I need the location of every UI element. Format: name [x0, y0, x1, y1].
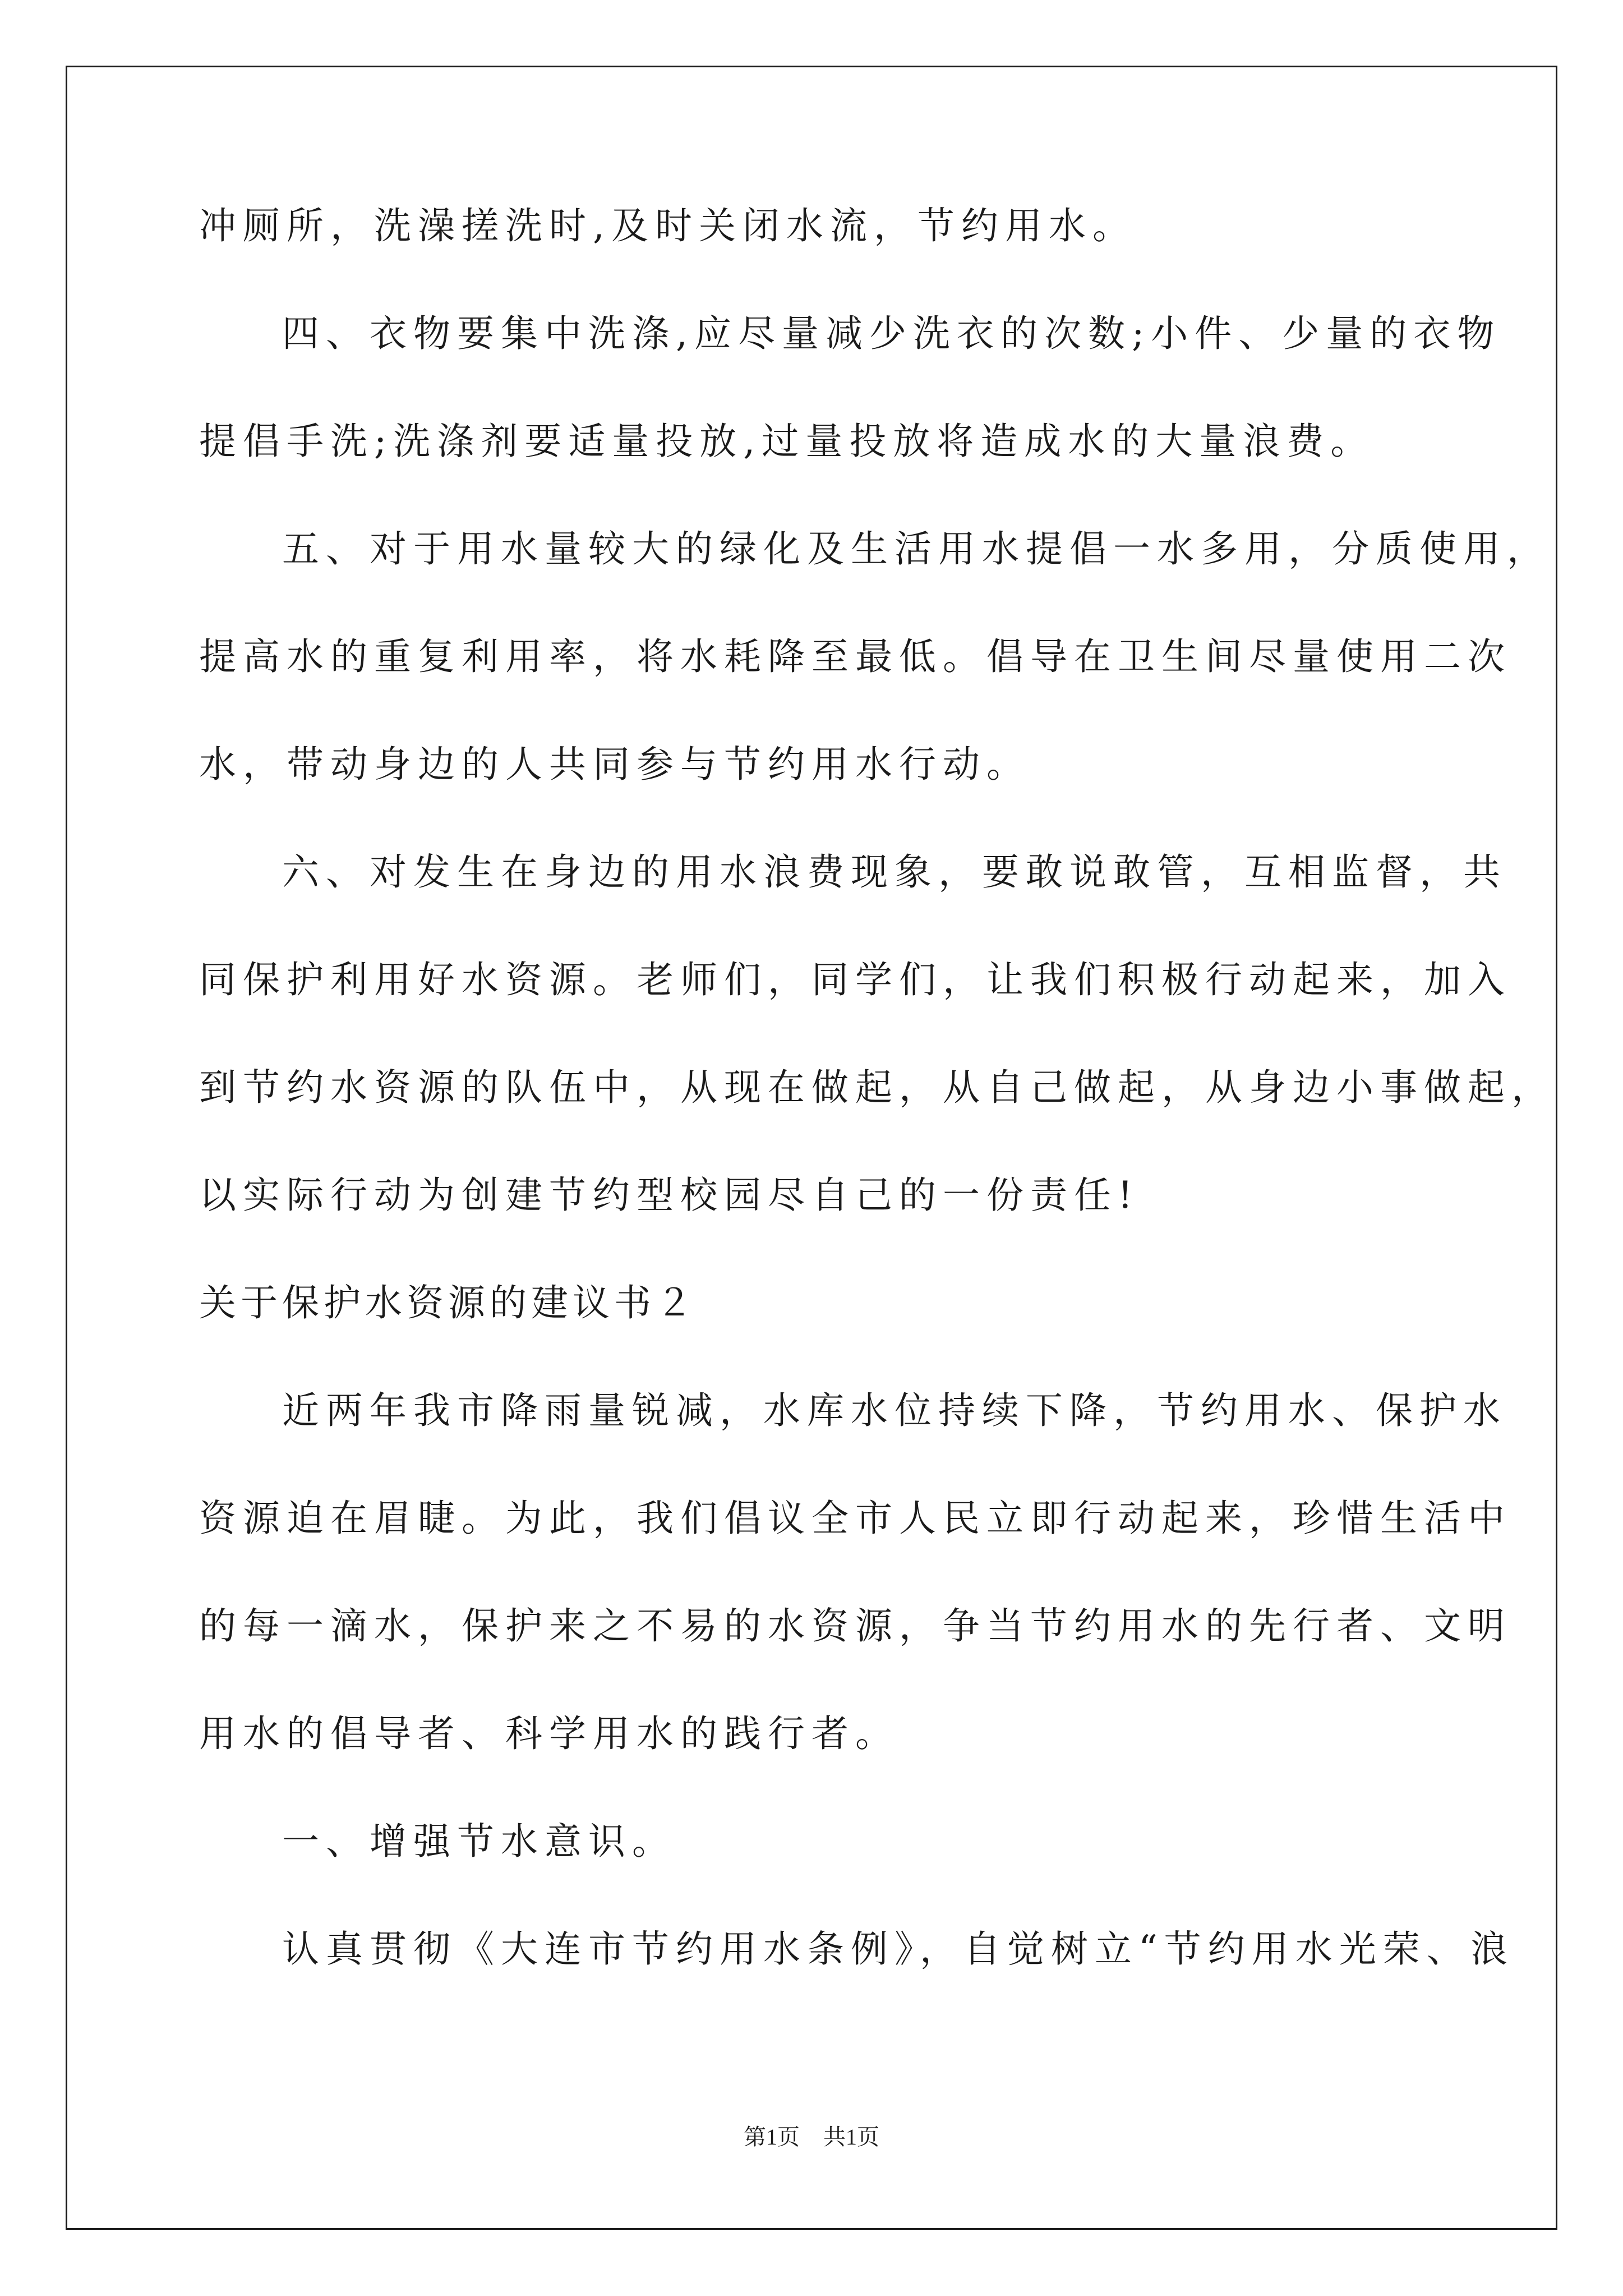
paragraph-line: 用水的倡导者、科学用水的践行者。: [199, 1712, 899, 1755]
page-footer: [0, 2126, 1623, 2148]
paragraph-line: 五、对于用水量较大的绿化及生活用水提倡一水多用，分质使用，: [282, 527, 1551, 570]
section-heading: 关于保护水资源的建议书２: [199, 1281, 697, 1324]
page-border: [66, 66, 1557, 2230]
page-number: 第1页: [744, 2124, 800, 2150]
paragraph-line: 四、衣物要集中洗涤,应尽量减少洗衣的次数;小件、少量的衣物: [282, 312, 1501, 355]
paragraph-line: 资源迫在眉睫。为此，我们倡议全市人民立即行动起来，珍惜生活中: [199, 1497, 1511, 1540]
paragraph-line: 的每一滴水，保护来之不易的水资源，争当节约用水的先行者、文明: [199, 1604, 1511, 1648]
paragraph-line: 提高水的重复利用率，将水耗降至最低。倡导在卫生间尽量使用二次: [199, 635, 1511, 678]
paragraph-line: 到节约水资源的队伍中，从现在做起，从自己做起，从身边小事做起，: [199, 1066, 1555, 1109]
paragraph-line: 同保护利用好水资源。老师们，同学们，让我们积极行动起来，加入: [199, 958, 1511, 1001]
paragraph-line: 近两年我市降雨量锐减，水库水位持续下降，节约用水、保护水: [282, 1389, 1507, 1432]
paragraph-line: 一、增强节水意识。: [282, 1820, 676, 1863]
paragraph-line: 冲厕所，洗澡搓洗时,及时关闭水流，节约用水。: [199, 204, 1136, 247]
paragraph-line: 六、对发生在身边的用水浪费现象，要敢说敢管，互相监督，共: [282, 850, 1507, 894]
page-total: 共1页: [823, 2124, 879, 2150]
paragraph-line: 认真贯彻《大连市节约用水条例》，自觉树立“节约用水光荣、浪: [282, 1927, 1514, 1971]
paragraph-line: 提倡手洗;洗涤剂要适量投放,过量投放将造成水的大量浪费。: [199, 420, 1375, 463]
paragraph-line: 以实际行动为创建节约型校园尽自己的一份责任!: [199, 1174, 1140, 1217]
paragraph-line: 水，带动身边的人共同参与节约用水行动。: [199, 743, 1030, 786]
